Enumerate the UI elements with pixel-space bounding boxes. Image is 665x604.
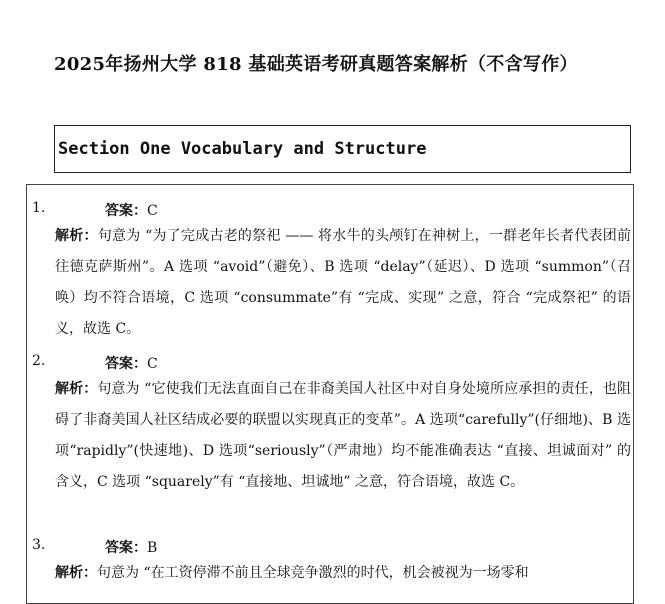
explanation	[55, 558, 631, 589]
question-number: 3.	[32, 537, 46, 553]
answer-line	[105, 200, 158, 220]
answer-label: 答案：	[105, 356, 147, 372]
question-number: 2.	[32, 353, 46, 369]
explanation-text: 句意为 “在工资停滞不前且全球竞争激烈的时代，机会被视为一场零和	[97, 565, 529, 581]
page-title: 2025年扬州大学 818 基础英语考研真题答案解析（不含写作）	[54, 54, 578, 75]
explanation	[55, 374, 631, 498]
section-heading-box	[54, 125, 631, 173]
answer-line	[105, 353, 158, 373]
question-number: 1.	[32, 200, 46, 216]
explanation-label: 解析：	[55, 228, 98, 244]
answer-line	[105, 537, 157, 557]
explanation-label: 解析：	[55, 381, 98, 397]
explanation-text: 句意为 “为了完成古老的祭祀 —— 将水牛的头颅钉在神树上，一群老年长者代表团前往德克萨斯州”。A 选项 “avoid”（避免）、B 选项 “delay”（延迟）、D 选项 “summon”（召唤）均不符合语境，C 选项 “consummate”有 “完成、实现” 之意，符合 “完成祭祀” 的语义，故选 C。	[55, 228, 631, 337]
answer-frame	[26, 184, 634, 604]
answer-value: C	[147, 356, 158, 372]
answer-value: B	[147, 540, 158, 556]
section-heading: Section One Vocabulary and Structure	[58, 139, 427, 159]
answer-value: C	[147, 203, 158, 219]
explanation-text: 句意为 “它使我们无法直面自己在非裔美国人社区中对自身处境所应承担的责任，也阻碍了非裔美国人社区结成必要的联盟以实现真正的变革”。A 选项“carefully”(仔细地)、B 选项“rapidly”(快速地)、D 选项“seriously”（严肃地）均不能准确表达 “直接、坦诚面对” 的含义，C 选项 “squarely”有 “直接地、坦诚地” 之意，符合语境，故选 C。	[55, 381, 632, 490]
explanation-label: 解析：	[55, 565, 97, 581]
answer-label: 答案：	[105, 540, 147, 556]
explanation	[55, 221, 631, 345]
answer-label: 答案：	[105, 203, 147, 219]
